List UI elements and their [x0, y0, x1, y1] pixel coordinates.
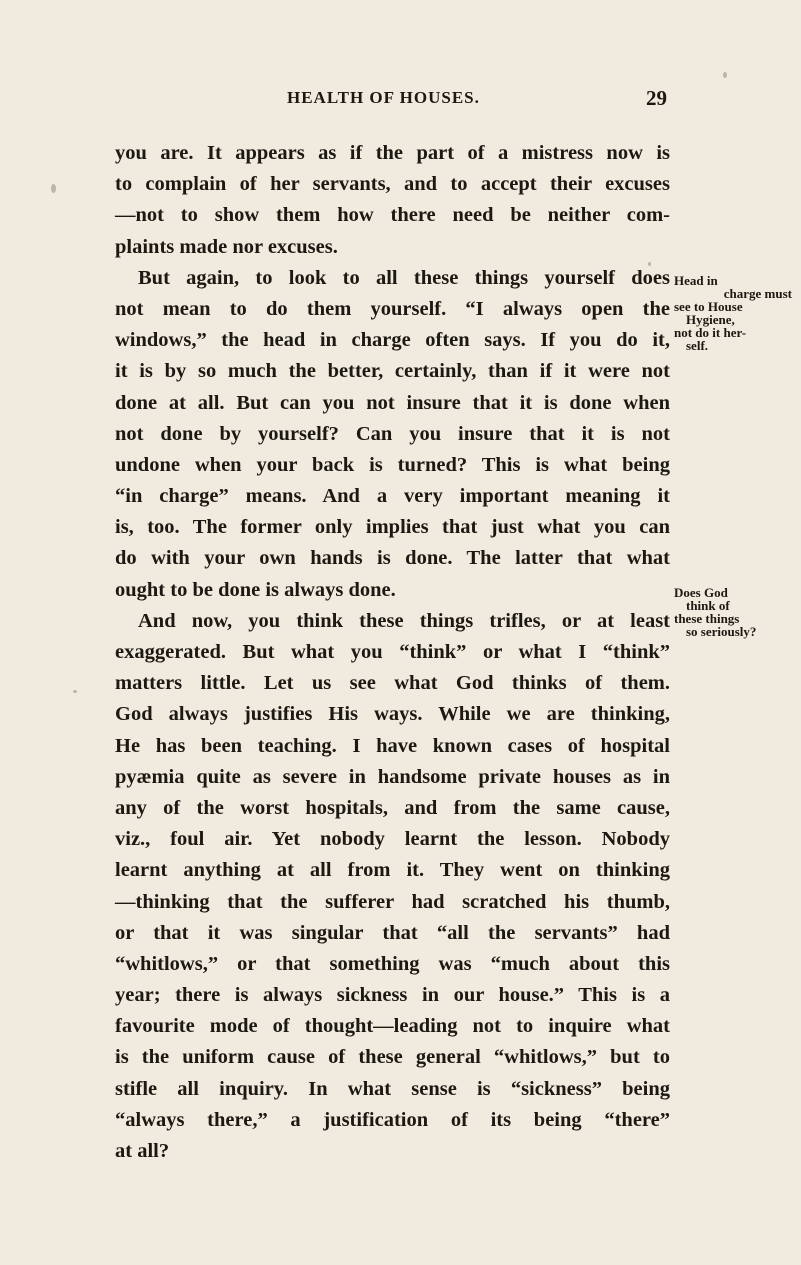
text-line: —not to show them how there need be neither com-	[115, 204, 670, 227]
sidenote-line: think of	[686, 598, 730, 613]
sidenote-line: see to House	[674, 299, 743, 314]
text-line: windows,” the head in charge often says. If you do it,	[115, 329, 670, 352]
text-line: not done by yourself? Can you insure that it is not	[115, 422, 670, 445]
text-line: favourite mode of thought—leading not to inquire what	[115, 1015, 670, 1038]
text-line: any of the worst hospitals, and from the same cause,	[115, 796, 670, 819]
text-line: is the uniform cause of these general “whitlows,” but to	[115, 1046, 670, 1069]
sidenote-line: so seriously?	[686, 624, 757, 639]
text-line: He has been teaching. I have known cases of hospital	[115, 734, 670, 757]
sidenote-line: self.	[686, 338, 709, 353]
sidenote-line: Hygiene,	[686, 312, 735, 327]
running-title: HEALTH OF HOUSES.	[287, 88, 480, 107]
text-line: plaints made nor excuses.	[115, 235, 338, 258]
sidenote-head-in-charge	[674, 274, 792, 352]
text-line: And now, you think these things trifles, or at least	[138, 609, 670, 632]
text-line: is, too. The former only implies that just what you can	[115, 516, 670, 539]
paper-speck	[648, 262, 651, 266]
text-line: God always justifies His ways. While we are thinking,	[115, 703, 670, 726]
paper-speck	[73, 690, 77, 693]
text-line: undone when your back is turned? This is what being	[115, 453, 670, 476]
text-line: viz., foul air. Yet nobody learnt the lesson. Nobody	[115, 828, 670, 851]
page-header	[115, 88, 667, 114]
text-line: or that it was singular that “all the servants” had	[115, 921, 670, 944]
text-line: “always there,” a justification of its being “there”	[115, 1108, 670, 1131]
text-line: matters little. Let us see what God thinks of them.	[115, 672, 670, 695]
text-line: done at all. But can you not insure that it is done when	[115, 391, 670, 414]
text-line: year; there is always sickness in our house.” This is a	[115, 984, 670, 1007]
sidenote-line: charge must	[723, 286, 792, 301]
sidenote-line: not do it her-	[674, 325, 747, 340]
sidenote-line: these things	[674, 611, 740, 626]
text-line: it is by so much the better, certainly, than if it were not	[115, 360, 670, 383]
body-text	[115, 138, 670, 1167]
text-line: ought to be done is always done.	[115, 578, 396, 601]
text-line: exaggerated. But what you “think” or what I “think”	[115, 641, 670, 663]
text-line: at all?	[115, 1140, 170, 1162]
paper-speck	[51, 184, 56, 193]
paper-speck	[723, 72, 727, 78]
text-line: “in charge” means. And a very important meaning it	[115, 485, 670, 508]
text-line: do with your own hands is done. The latter that what	[115, 547, 670, 570]
text-line: But again, to look to all these things yourself does	[138, 266, 670, 289]
text-line: to complain of her servants, and to accept their excuses	[115, 173, 670, 196]
text-line: —thinking that the sufferer had scratched his thumb,	[115, 890, 670, 913]
text-line: not mean to do them yourself. “I always open the	[115, 297, 670, 320]
text-line: learnt anything at all from it. They went on thinking	[115, 859, 670, 882]
text-line: stifle all inquiry. In what sense is “sickness” being	[115, 1077, 670, 1100]
text-line: “whitlows,” or that something was “much about this	[115, 952, 670, 975]
page-number: 29	[646, 86, 667, 110]
text-line: pyæmia quite as severe in handsome private houses as in	[115, 765, 670, 788]
sidenote-does-god-think	[674, 586, 756, 638]
sidenote-line: Head in	[674, 273, 718, 288]
sidenote-line: Does God	[674, 585, 728, 600]
text-line: you are. It appears as if the part of a mistress now is	[115, 142, 670, 164]
